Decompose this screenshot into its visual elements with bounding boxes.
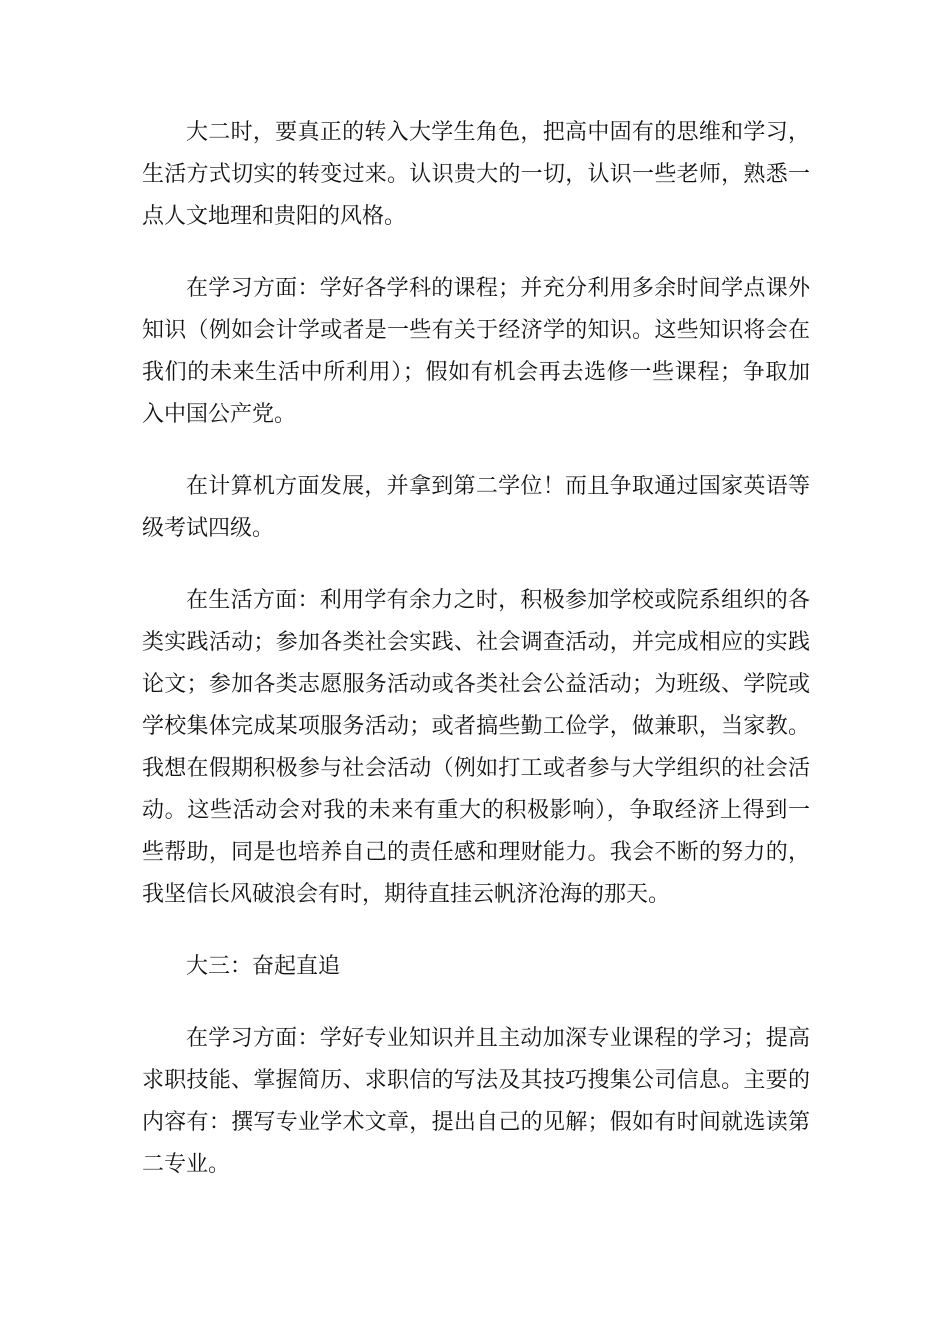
paragraph-junior-study-plan: 在学习方面：学好专业知识并且主动加深专业课程的学习；提高求职技能、掌握简历、求职信的写法及其技巧搜集公司信息。主要的内容有：撰写专业学术文章，提出自己的见解；假如有时间就选读第二专业。 [142,1026,810,1177]
section-heading-junior-year: 大三：奋起直追 [186,954,341,979]
paragraph-sophomore-intro: 大二时，要真正的转入大学生角色，把高中固有的思维和学习，生活方式切实的转变过来。认识贵大的一切，认识一些老师，熟悉一点人文地理和贵阳的风格。 [142,120,810,229]
paragraph-computer-plan: 在计算机方面发展，并拿到第二学位！而且争取通过国家英语等级考试四级。 [142,474,810,541]
paragraph-life-plan: 在生活方面：利用学有余力之时，积极参加学校或院系组织的各类实践活动；参加各类社会实践、社会调查活动，并完成相应的实践论文；参加各类志愿服务活动或各类社会公益活动；为班级、学院或学校集体完成某项服务活动；或者搞些勤工俭学，做兼职，当家教。我想在假期积极参与社会活动（例如打工或者参与大学组织的社会活动。这些活动会对我的未来有重大的积极影响），争取经济上得到一些帮助，同是也培养自己的责任感和理财能力。我会不断的努力的，我坚信长风破浪会有时，期待直挂云帆济沧海的那天。 [142,588,810,907]
document-body [142,112,810,1216]
paragraph-study-plan: 在学习方面：学好各学科的课程；并充分利用多余时间学点课外知识（例如会计学或者是一些有关于经济学的知识。这些知识将会在我们的未来生活中所利用）；假如有机会再去选修一些课程；争取加入中国公产党。 [142,276,810,427]
